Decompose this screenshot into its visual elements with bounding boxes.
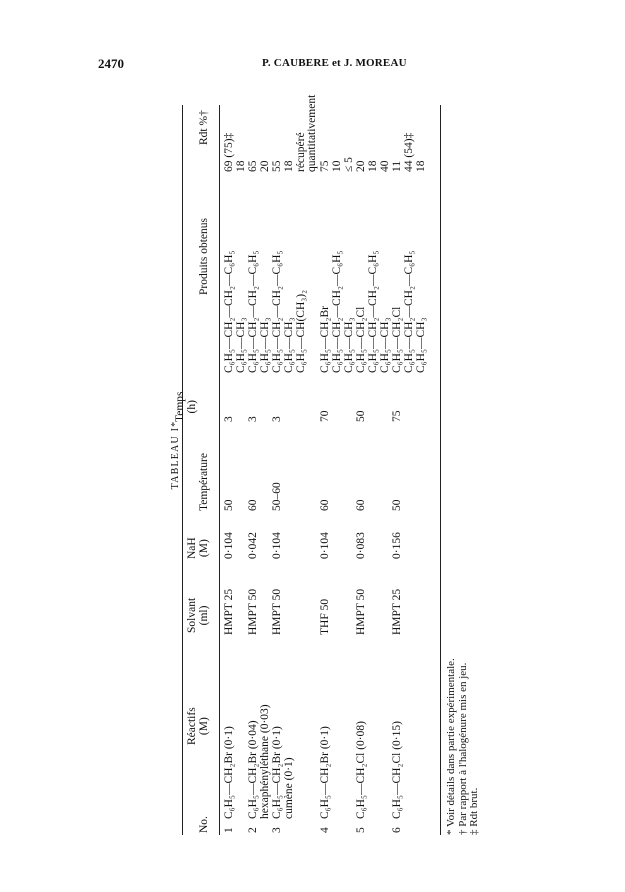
header-no: No.	[198, 816, 210, 833]
row-1-temps: 3	[223, 416, 235, 422]
row-3-nah: 0·104	[271, 532, 283, 559]
row-6-produits: C₆H₅—CH₂Cl C₆H₅—CH₂—CH₂—C₆H₅ C₆H₅—CH₃	[391, 250, 427, 373]
table-header-rule	[219, 105, 220, 835]
row-3-produits: C₆H₅—CH₂—CH₂—C₆H₅ C₆H₅—CH₃ C₆H₅—CH(CH₃)₂	[271, 250, 307, 373]
row-2-temperature: 60	[247, 499, 259, 511]
row-3-temperature: 50–60	[271, 482, 283, 511]
header-temperature: Température	[198, 453, 210, 511]
row-6-temps: 75	[391, 410, 403, 422]
row-6-reactifs: C₆H₅—CH₂Cl (0·15)	[391, 721, 403, 819]
header-rdt: Rdt %†	[198, 110, 210, 145]
row-4-temperature: 60	[319, 499, 331, 511]
table-bottom-rule	[440, 105, 441, 835]
header-temps: Temps (h)	[174, 391, 198, 422]
row-4-temps: 70	[319, 410, 331, 422]
row-5-temperature: 60	[355, 499, 367, 511]
row-1-produits: C₆H₅—CH₂—CH₂—C₆H₅ C₆H₅—CH₃	[223, 250, 247, 373]
page-number: 2470	[98, 56, 124, 71]
table-footnotes	[446, 658, 481, 835]
row-6-rdt: 11 44 (54)‡ 18	[391, 132, 427, 172]
row-2-reactifs: C₆H₅—CH₂Br (0·04) hexaphényléthane (0·03)	[247, 704, 271, 819]
row-1-no: 1	[223, 827, 235, 833]
row-5-nah: 0·083	[355, 532, 367, 559]
row-5-rdt: 20 18 40	[355, 160, 391, 172]
row-3-reactifs: C₆H₅—CH₂Br (0·1) cumène (0·1)	[271, 726, 295, 819]
row-6-temperature: 50	[391, 499, 403, 511]
rotated-table-page	[170, 75, 510, 835]
row-1-reactifs: C₆H₅—CH₂Br (0·1)	[223, 726, 235, 819]
row-6-solvant: HMPT 25	[391, 588, 403, 635]
row-5-produits: C₆H₅—CH₂Cl C₆H₅—CH₂—CH₂—C₆H₅ C₆H₅—CH₃	[355, 250, 391, 373]
row-1-temperature: 50	[223, 499, 235, 511]
row-2-rdt: 65 20	[247, 160, 271, 172]
row-3-rdt: 55 18 récupéré quantitativement	[271, 94, 319, 172]
row-2-temps: 3	[247, 416, 259, 422]
row-5-reactifs: C₆H₅—CH₂Cl (0·08)	[355, 721, 367, 819]
row-1-nah: 0·104	[223, 532, 235, 559]
row-5-no: 5	[355, 827, 367, 833]
header-solvant: Solvant (ml)	[186, 597, 210, 633]
footnote: ‡ Rdt brut.	[468, 787, 480, 835]
footnote: † Par rapport à l'halogénure mis en jeu.	[456, 662, 469, 835]
row-6-nah: 0·156	[391, 532, 403, 559]
running-head-authors: P. CAUBERE et J. MOREAU	[262, 57, 407, 69]
row-2-solvant: HMPT 50	[247, 588, 259, 635]
row-5-solvant: HMPT 50	[355, 588, 367, 635]
table-title: TABLEAU I*	[170, 420, 181, 490]
row-2-no: 2	[247, 827, 259, 833]
header-nah: NaH (M)	[186, 537, 210, 559]
row-4-solvant: THF 50	[319, 598, 331, 635]
running-head	[0, 56, 625, 76]
header-produits: Produits obtenus	[198, 218, 210, 295]
row-3-temps: 3	[271, 416, 283, 422]
table-top-rule	[182, 105, 183, 835]
row-4-nah: 0·104	[319, 532, 331, 559]
row-1-rdt: 69 (75)‡ 18	[223, 132, 247, 172]
row-1-solvant: HMPT 25	[223, 588, 235, 635]
row-4-reactifs: C₆H₅—CH₂Br (0·1)	[319, 726, 331, 819]
row-4-no: 4	[319, 827, 331, 833]
footnote: * Voir détails dans partie expérimentale.	[445, 658, 457, 835]
row-2-produits: C₆H₅—CH₂—CH₂—C₆H₅ C₆H₅—CH₃	[247, 250, 271, 373]
row-4-rdt: 75 10 ≤ 5	[319, 157, 355, 172]
row-3-no: 3	[271, 827, 283, 833]
row-5-temps: 50	[355, 410, 367, 422]
header-reactifs: Réactifs (M)	[186, 707, 210, 745]
row-3-solvant: HMPT 50	[271, 588, 283, 635]
row-2-nah: 0·042	[247, 532, 259, 559]
row-4-produits: C₆H₅—CH₂Br C₆H₅—CH₂—CH₂—C₆H₅ C₆H₅—CH₃	[319, 250, 355, 373]
row-6-no: 6	[391, 827, 403, 833]
